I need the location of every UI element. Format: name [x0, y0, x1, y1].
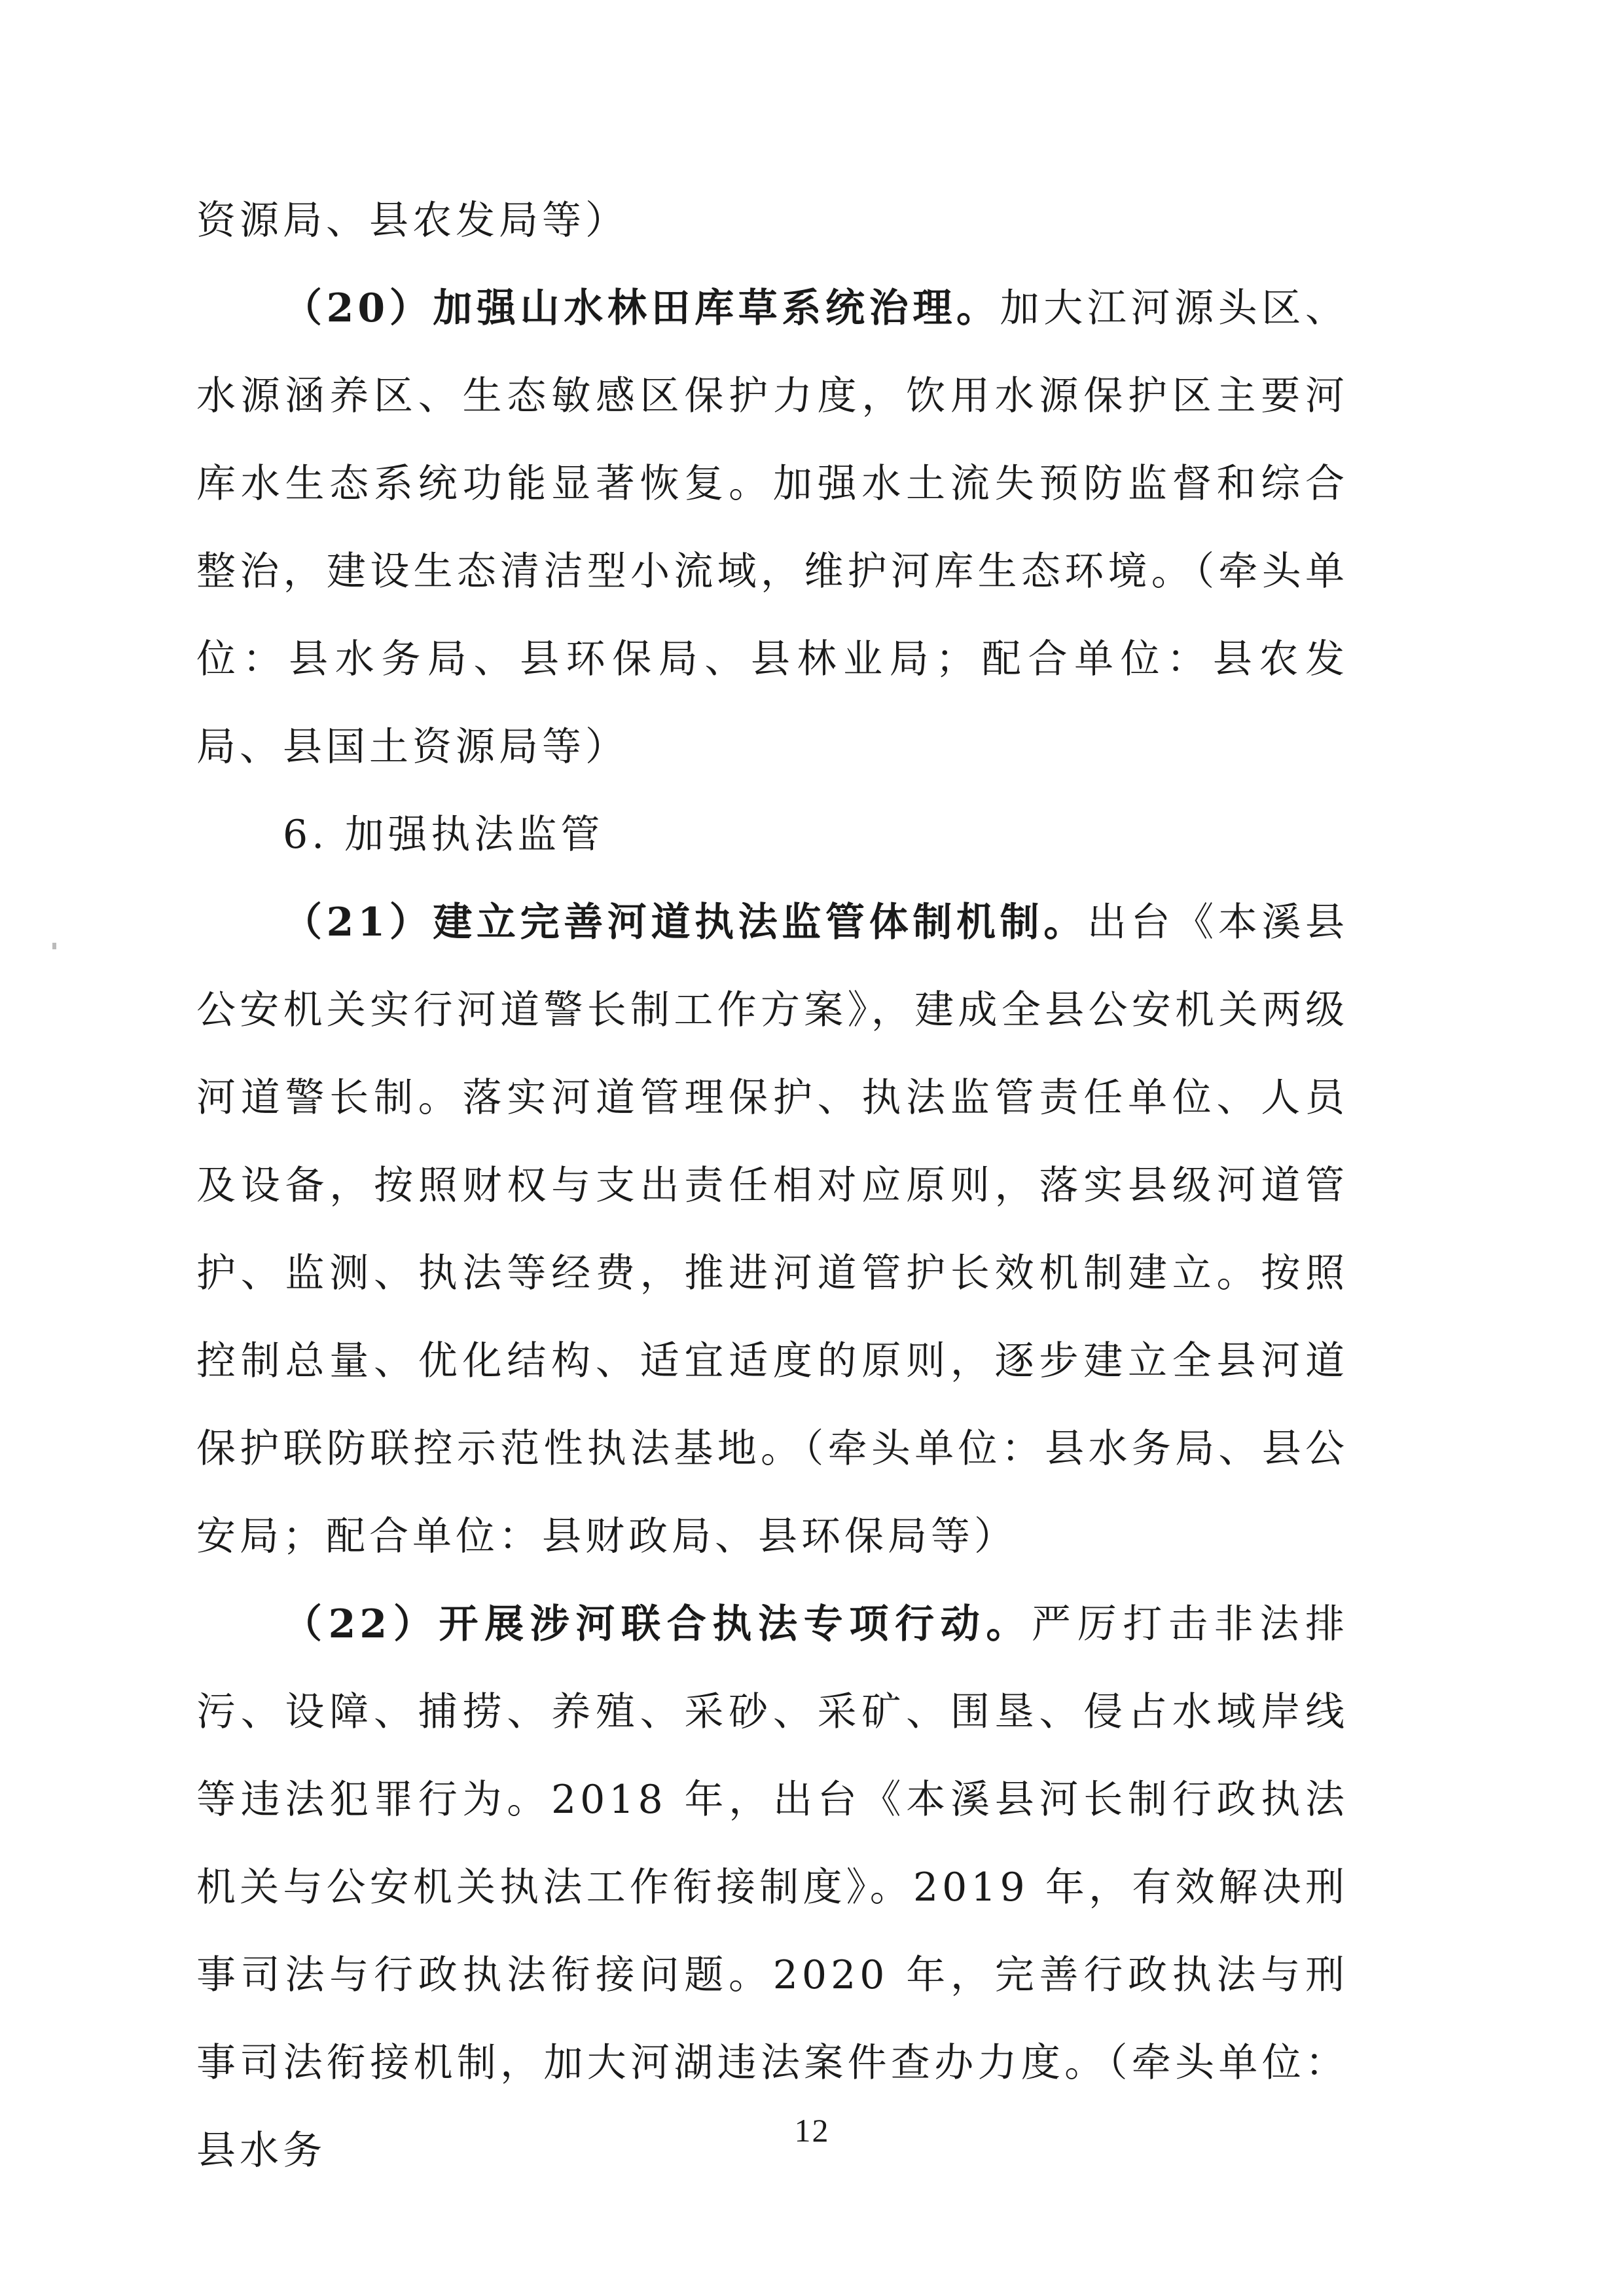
continuation-paragraph — [196, 177, 1348, 264]
item-20-heading: （20）加强山水林田库草系统治理。 — [283, 285, 1000, 331]
page-number: 12 — [794, 2112, 830, 2149]
section-6-heading — [196, 791, 1348, 879]
item-22-paragraph — [196, 1580, 1348, 2195]
item-20-body: 加大江河源头区、水源涵养区、生态敏感区保护力度，饮用水源保护区主要河库水生态系统功能显著恢复。加强水土流失预防监督和综合整治，建设生态清洁型小流域，维护河库生态环境。（牵头单位：县水务局、县环保局、县林业局；配合单位：县农发局、县国土资源局等） — [196, 285, 1349, 770]
body-text — [196, 177, 1348, 2195]
item-21-heading: （21）建立完善河道执法监管体制机制。 — [283, 900, 1087, 945]
continuation-text: 资源局、县农发局等） — [196, 198, 628, 244]
item-22-body: 严厉打击非法排污、设障、捕捞、养殖、采砂、采矿、围垦、侵占水域岸线等违法犯罪行为。2018 年，出台《本溪县河长制行政执法机关与公安机关执法工作衔接制度》。2019 年，有效解决刑事司法与行政执法衔接问题。2020 年，完善行政执法与刑事司法衔接机制，加大河湖违法案件查办力度。（牵头单位：县水务 — [196, 1601, 1349, 2174]
item-20-paragraph — [196, 264, 1348, 791]
item-21-paragraph — [196, 879, 1348, 1580]
item-22-heading: （22）开展涉河联合执法专项行动。 — [283, 1601, 1032, 1647]
scan-mark — [52, 943, 56, 949]
section-6-title: 6. 加强执法监管 — [283, 812, 604, 858]
item-21-body: 出台《本溪县公安机关实行河道警长制工作方案》，建成全县公安机关两级河道警长制。落实河道管理保护、执法监管责任单位、人员及设备，按照财权与支出责任相对应原则，落实县级河道管护、监测、执法等经费，推进河道管护长效机制建立。按照控制总量、优化结构、适宜适度的原则，逐步建立全县河道保护联防联控示范性执法基地。（牵头单位：县水务局、县公安局；配合单位：县财政局、县环保局等） — [196, 900, 1348, 1559]
